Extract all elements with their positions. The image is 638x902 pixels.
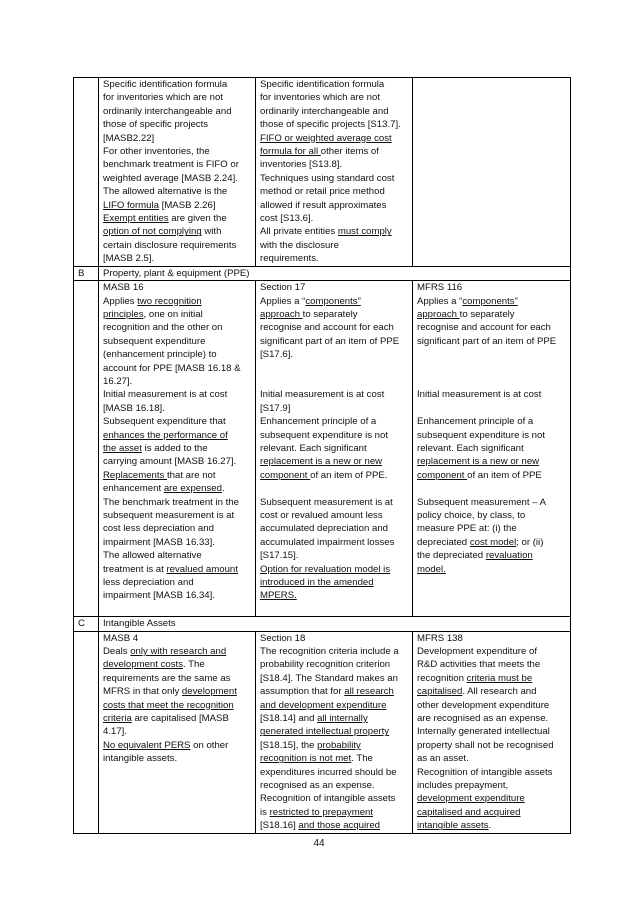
section-header-row bbox=[74, 617, 571, 631]
spacer bbox=[260, 362, 409, 375]
text-fragment: is bbox=[260, 806, 270, 818]
text-line: subsequent expenditure is not bbox=[417, 429, 546, 441]
text-line: MFRS 138 bbox=[417, 632, 463, 644]
text-line: Specific identification formula bbox=[103, 79, 228, 90]
mfrs-cell bbox=[413, 281, 571, 617]
text-line: expenditures incurred should be bbox=[260, 766, 397, 778]
underlined-text: only with research and bbox=[130, 646, 227, 657]
underlined-text: principles bbox=[103, 308, 144, 320]
text-line bbox=[103, 469, 252, 482]
mfrs-cell bbox=[413, 78, 571, 267]
text-line bbox=[260, 806, 409, 819]
text-line bbox=[417, 469, 567, 482]
text-line: policy choice, by class, to bbox=[417, 509, 526, 521]
underlined-text: intangible assets bbox=[417, 820, 489, 832]
text-line: carrying amount [MASB 16.27]. bbox=[103, 456, 237, 468]
underlined-text: Replacements bbox=[103, 469, 167, 481]
text-line: relevant. Each significant bbox=[417, 442, 524, 454]
text-line bbox=[260, 469, 409, 482]
text-line: ordinarily interchangeable and bbox=[260, 105, 389, 117]
text-fragment: [S18.15], the bbox=[260, 739, 318, 751]
text-line: requirements. bbox=[260, 253, 319, 265]
text-line bbox=[103, 563, 252, 576]
underlined-text: two recognition bbox=[137, 295, 202, 307]
section-header-row bbox=[74, 266, 571, 280]
text-fragment: on other bbox=[190, 739, 229, 751]
text-line: cost or revalued amount less bbox=[260, 509, 383, 521]
underlined-text: costs that meet the recognition bbox=[103, 699, 234, 711]
text-line: for inventories which are not bbox=[103, 92, 223, 104]
underlined-text: revaluation bbox=[485, 550, 533, 562]
text-line: MASB 4 bbox=[103, 632, 139, 644]
text-line: property shall not be recognised bbox=[417, 739, 554, 751]
text-fragment: , one on initial bbox=[143, 308, 203, 320]
text-line: 4.17]. bbox=[103, 726, 128, 738]
text-line: certain disclosure requirements bbox=[103, 239, 237, 251]
table-row-ppe bbox=[74, 281, 571, 617]
masb-cell bbox=[99, 631, 256, 833]
mpers-cell bbox=[256, 78, 413, 267]
underlined-text: all research bbox=[344, 686, 394, 698]
text-line bbox=[260, 712, 409, 725]
text-line bbox=[103, 225, 252, 238]
text-line: ordinarily interchangeable and bbox=[103, 105, 232, 117]
underlined-text: capitalised bbox=[417, 686, 463, 698]
text-line: [S17.6]. bbox=[260, 349, 294, 361]
text-fragment: to separately bbox=[459, 308, 515, 320]
text-fragment: recognition bbox=[417, 672, 467, 684]
text-fragment: Applies a “ bbox=[260, 295, 306, 307]
underlined-text: replacement is a new or new bbox=[260, 456, 383, 468]
text-line: accumulated impairment losses bbox=[260, 536, 395, 548]
text-line: Initial measurement is at cost bbox=[260, 389, 385, 401]
mfrs-cell bbox=[413, 631, 571, 833]
spacer bbox=[417, 482, 567, 495]
text-line bbox=[417, 549, 567, 562]
text-line: recognise and account for each bbox=[260, 322, 394, 334]
underlined-text: replacement is a new or new bbox=[417, 456, 540, 468]
underlined-text: Exempt entities bbox=[103, 213, 169, 225]
text-fragment: All private entities bbox=[260, 226, 338, 238]
underlined-text: MPERS. bbox=[260, 590, 297, 602]
text-line bbox=[103, 295, 252, 308]
text-line: The recognition criteria include a bbox=[260, 646, 399, 657]
text-line: [S18.4]. The Standard makes an bbox=[260, 672, 398, 684]
text-fragment: [S18.16] bbox=[260, 820, 299, 832]
text-line: [MASB2.22] bbox=[103, 132, 155, 144]
underlined-text: introduced in the amended bbox=[260, 576, 374, 588]
text-line: measure PPE at: (i) the bbox=[417, 523, 517, 535]
underlined-text: approach bbox=[417, 308, 460, 320]
underlined-text: and those acquired bbox=[298, 820, 381, 832]
text-fragment: to separately bbox=[302, 308, 358, 320]
text-fragment: . All research and bbox=[462, 686, 537, 698]
text-line: Internally generated intellectual bbox=[417, 726, 550, 738]
text-line: MASB 16 bbox=[103, 282, 144, 294]
underlined-text: FIFO or weighted average cost bbox=[260, 132, 392, 144]
text-line: MFRS 116 bbox=[417, 282, 463, 294]
text-fragment: are capitalised [MASB bbox=[131, 713, 229, 725]
row-letter-cell bbox=[74, 631, 99, 833]
section-title: Property, plant & equipment (PPE) bbox=[99, 266, 571, 280]
underlined-text: components” bbox=[462, 295, 518, 307]
spacer bbox=[260, 375, 409, 388]
underlined-text: enhances the performance of bbox=[103, 429, 228, 441]
masb-cell bbox=[99, 281, 256, 617]
text-line: are recognised as an expense. bbox=[417, 713, 549, 725]
text-line: R&D activities that meets the bbox=[417, 659, 541, 671]
text-line bbox=[260, 145, 409, 158]
text-line: benchmark treatment is FIFO or bbox=[103, 159, 239, 171]
text-line: Subsequent measurement is at bbox=[260, 496, 393, 508]
text-line: Recognition of intangible assets bbox=[260, 793, 396, 805]
text-fragment: assumption that for bbox=[260, 686, 345, 698]
spacer bbox=[260, 603, 409, 616]
text-line: impairment [MASB 16.33]. bbox=[103, 536, 215, 548]
text-line bbox=[417, 536, 567, 549]
text-line bbox=[260, 225, 409, 238]
text-line: Specific identification formula bbox=[260, 79, 385, 90]
text-line: with the disclosure bbox=[260, 239, 339, 251]
underlined-text: development bbox=[181, 686, 237, 698]
page-number: 44 bbox=[313, 838, 325, 849]
text-line bbox=[260, 739, 409, 752]
underlined-text: the asset bbox=[103, 442, 142, 454]
text-line bbox=[103, 658, 252, 671]
text-line: for inventories which are not bbox=[260, 92, 380, 104]
underlined-text: formula for all bbox=[260, 146, 321, 158]
text-line bbox=[103, 199, 252, 212]
text-line: recognised as an expense. bbox=[260, 780, 375, 792]
text-line: those of specific projects [S13.7]. bbox=[260, 119, 401, 131]
underlined-text: cost model bbox=[469, 536, 517, 548]
comparison-table bbox=[73, 77, 571, 834]
text-line: less depreciation and bbox=[103, 577, 194, 589]
masb-cell bbox=[99, 78, 256, 267]
text-line bbox=[260, 752, 409, 765]
underlined-text: LIFO formula bbox=[103, 199, 159, 211]
text-fragment: Applies bbox=[103, 295, 138, 307]
text-fragment: MFRS in that only bbox=[103, 686, 182, 698]
spacer bbox=[417, 402, 567, 415]
mpers-cell bbox=[256, 631, 413, 833]
text-line: Techniques using standard cost bbox=[260, 172, 395, 184]
text-line bbox=[260, 308, 409, 321]
text-line: subsequent measurement is at bbox=[103, 510, 235, 521]
text-fragment: ; or (ii) bbox=[516, 536, 544, 548]
underlined-text: restricted to prepayment bbox=[269, 806, 374, 818]
text-line bbox=[103, 482, 252, 495]
text-line bbox=[260, 295, 409, 308]
text-line: Enhancement principle of a bbox=[417, 416, 534, 428]
text-fragment: is added to the bbox=[141, 442, 208, 454]
text-line bbox=[103, 442, 252, 455]
underlined-text: components” bbox=[305, 295, 361, 307]
text-line: 16.27]. bbox=[103, 375, 133, 387]
underlined-text: development costs bbox=[103, 659, 183, 671]
text-fragment: of an item of PPE bbox=[467, 469, 542, 481]
spacer bbox=[260, 482, 409, 495]
text-line: as an asset. bbox=[417, 753, 469, 765]
text-line: Initial measurement is at cost bbox=[103, 389, 228, 401]
underlined-text: option of not complying bbox=[103, 226, 202, 238]
text-line: Section 17 bbox=[260, 282, 306, 294]
text-line: (enhancement principle) to bbox=[103, 349, 217, 361]
text-line bbox=[103, 308, 252, 321]
text-line: recognise and account for each bbox=[417, 322, 551, 334]
text-line bbox=[417, 819, 567, 832]
text-line bbox=[417, 672, 567, 685]
text-line: subsequent expenditure is not bbox=[260, 429, 389, 441]
text-line bbox=[103, 712, 252, 725]
text-line: Enhancement principle of a bbox=[260, 416, 377, 428]
text-line: allowed if result approximates bbox=[260, 199, 387, 211]
mpers-cell bbox=[256, 281, 413, 617]
text-line: account for PPE [MASB 16.18 & bbox=[103, 362, 241, 374]
text-line: subsequent expenditure bbox=[103, 335, 206, 347]
underlined-text: are expensed bbox=[163, 483, 222, 495]
text-fragment: [MASB 2.26] bbox=[158, 199, 216, 211]
underlined-text: recognition is not met bbox=[260, 753, 352, 765]
text-line bbox=[417, 685, 567, 698]
underlined-text: capitalised and acquired bbox=[417, 806, 521, 818]
text-line: [S17.15]. bbox=[260, 550, 299, 562]
text-line: Section 18 bbox=[260, 632, 306, 644]
text-fragment: depreciated bbox=[417, 536, 470, 548]
section-letter: C bbox=[74, 617, 99, 631]
spacer bbox=[417, 362, 567, 375]
text-line: [MASB 16.18]. bbox=[103, 402, 165, 414]
text-line: probability recognition criterion bbox=[260, 659, 391, 671]
underlined-text: model. bbox=[417, 563, 446, 575]
text-line bbox=[103, 645, 252, 658]
text-fragment: Applies a “ bbox=[417, 295, 463, 307]
underlined-text: No equivalent PERS bbox=[103, 739, 191, 751]
underlined-text: development expenditure bbox=[417, 793, 525, 805]
text-fragment: enhancement bbox=[103, 483, 164, 495]
text-fragment: Deals bbox=[103, 646, 131, 657]
text-line: Development expenditure of bbox=[417, 646, 537, 657]
text-line: The benchmark treatment in the bbox=[103, 496, 239, 508]
text-fragment: treatment is at bbox=[103, 563, 167, 575]
text-line: significant part of an item of PPE bbox=[260, 335, 400, 347]
text-line: impairment [MASB 16.34]. bbox=[103, 590, 215, 602]
row-letter-cell bbox=[74, 78, 99, 267]
text-line: For other inventories, the bbox=[103, 146, 210, 158]
text-fragment: the depreciated bbox=[417, 550, 486, 562]
text-fragment: of an item of PPE. bbox=[310, 469, 388, 481]
text-line: [MASB 2.5]. bbox=[103, 253, 155, 265]
text-fragment: that are not bbox=[167, 469, 216, 481]
section-letter: B bbox=[74, 266, 99, 280]
spacer bbox=[417, 375, 567, 388]
text-line bbox=[260, 685, 409, 698]
text-fragment: . bbox=[488, 820, 492, 832]
text-line: cost less depreciation and bbox=[103, 523, 214, 535]
text-line: The allowed alternative bbox=[103, 550, 202, 562]
underlined-text: generated intellectual property bbox=[260, 726, 390, 738]
row-letter-cell bbox=[74, 281, 99, 617]
underlined-text: criteria must be bbox=[466, 672, 533, 684]
spacer bbox=[417, 348, 567, 361]
text-line: significant part of an item of PPE bbox=[417, 335, 557, 347]
text-line: cost [S13.6]. bbox=[260, 213, 314, 225]
text-fragment: are given the bbox=[168, 213, 227, 225]
underlined-text: component bbox=[417, 469, 468, 481]
text-fragment: . The bbox=[183, 659, 205, 671]
text-line bbox=[103, 212, 252, 225]
section-title: Intangible Assets bbox=[99, 617, 571, 631]
underlined-text: criteria bbox=[103, 713, 132, 725]
underlined-text: must comply bbox=[337, 226, 392, 238]
text-line: those of specific projects bbox=[103, 119, 209, 131]
table-row-intangibles bbox=[74, 631, 571, 833]
text-line: weighted average [MASB 2.24]. bbox=[103, 172, 238, 184]
text-line bbox=[103, 739, 252, 752]
text-fragment: . bbox=[221, 483, 225, 495]
underlined-text: revalued amount bbox=[166, 563, 238, 575]
text-line: intangible assets. bbox=[103, 753, 178, 765]
text-line: Subsequent expenditure that bbox=[103, 416, 226, 428]
text-line: method or retail price method bbox=[260, 186, 385, 198]
text-fragment: other items of bbox=[320, 146, 379, 158]
text-line bbox=[103, 685, 252, 698]
text-line: Initial measurement is at cost bbox=[417, 389, 542, 401]
text-line: The allowed alternative is the bbox=[103, 186, 228, 198]
text-line: includes prepayment, bbox=[417, 780, 509, 792]
text-line bbox=[260, 819, 409, 832]
underlined-text: Option for revaluation model is bbox=[260, 563, 391, 575]
text-line: other development expenditure bbox=[417, 699, 550, 711]
text-line: Recognition of intangible assets bbox=[417, 766, 553, 778]
table-row-inventories bbox=[74, 78, 571, 267]
text-line: Subsequent measurement – A bbox=[417, 496, 547, 508]
underlined-text: all internally bbox=[317, 713, 368, 725]
text-line: relevant. Each significant bbox=[260, 442, 367, 454]
text-line: inventories [S13.8]. bbox=[260, 159, 343, 171]
text-line: recognition and the other on bbox=[103, 322, 223, 334]
text-line: [S17.9] bbox=[260, 402, 291, 414]
underlined-text: probability bbox=[317, 739, 361, 751]
underlined-text: and development expenditure bbox=[260, 699, 387, 711]
underlined-text: approach bbox=[260, 308, 303, 320]
text-line: accumulated depreciation and bbox=[260, 523, 389, 535]
text-fragment: . The bbox=[351, 753, 373, 765]
text-line: requirements are the same as bbox=[103, 672, 231, 684]
text-line bbox=[417, 308, 567, 321]
text-fragment: with bbox=[201, 226, 222, 238]
text-fragment: [S18.14] and bbox=[260, 713, 318, 725]
text-line bbox=[417, 295, 567, 308]
underlined-text: component bbox=[260, 469, 311, 481]
